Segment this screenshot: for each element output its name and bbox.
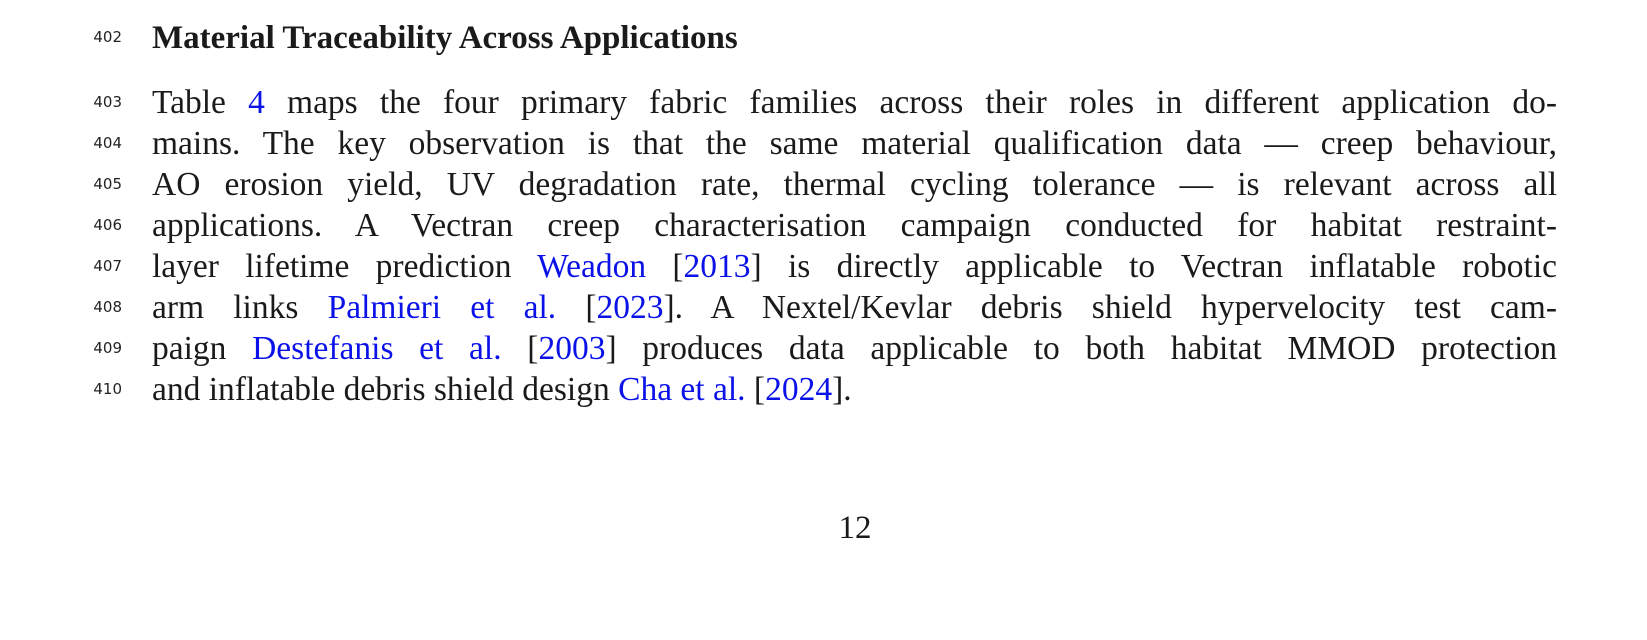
line-number: 408 [93,298,122,316]
section-title: Material Traceability Across Applications [152,20,738,56]
citation-author-link[interactable]: Cha et al. [618,371,746,408]
text-run: paign [152,330,253,367]
paragraph-line [0,245,1647,289]
line-text [152,122,1557,166]
text-run: AO erosion yield, UV degradation rate, thermal cycling tolerance — is relevant across all [152,166,1557,203]
line-number: 404 [93,134,122,152]
line-text [152,245,1557,289]
paragraph-line [0,163,1647,207]
line-text [152,163,1557,207]
paragraph-line [0,368,1647,412]
citation-year-link[interactable]: 2013 [683,248,751,285]
text-run: layer lifetime prediction [152,248,538,285]
text-run: maps the four primary fabric families across their roles in different application do- [264,84,1557,121]
page-number: 12 [838,510,872,546]
text-run: ]. A Nextel/Kevlar debris shield hypervelocity test cam- [663,289,1557,326]
line-number: 409 [93,339,122,357]
text-run: mains. The key observation is that the same material qualification data — creep behaviour, [152,125,1557,162]
line-text [152,327,1557,371]
text-run: ] produces data applicable to both habitat MMOD protection [605,330,1557,367]
text-run: ] is directly applicable to Vectran inflatable robotic [750,248,1558,285]
citation-author-link[interactable]: Weadon [537,248,647,285]
text-run: [ [646,248,684,285]
line-text [152,204,1557,248]
line-number: 405 [93,175,122,193]
section-heading-line [0,16,1647,60]
text-run: Table [152,84,249,121]
text-run: applications. A Vectran creep characterisation campaign conducted for habitat restraint- [152,207,1557,244]
text-run: ]. [832,371,852,408]
paragraph-line [0,327,1647,371]
citation-year-link[interactable]: 2023 [596,289,664,326]
citation-year-link[interactable]: 2003 [538,330,606,367]
citation-author-link[interactable]: Destefanis et al. [252,330,502,367]
line-number: 406 [93,216,122,234]
line-text [152,81,1557,125]
line-text [152,368,1557,412]
paragraph-line [0,81,1647,125]
text-run: [ [501,330,539,367]
line-number: 407 [93,257,122,275]
table-reference-link[interactable]: 4 [248,84,265,121]
citation-year-link[interactable]: 2024 [765,371,833,408]
paragraph-line [0,286,1647,330]
text-run: arm links [152,289,328,326]
text-run: and inflatable debris shield design [152,371,619,408]
paragraph-line [0,204,1647,248]
citation-author-link[interactable]: Palmieri et al. [327,289,557,326]
paragraph-line [0,122,1647,166]
line-number: 402 [93,28,122,46]
line-number: 403 [93,93,122,111]
text-run: [ [556,289,597,326]
line-number: 410 [93,380,122,398]
line-text [152,286,1557,330]
text-run: [ [745,371,766,408]
